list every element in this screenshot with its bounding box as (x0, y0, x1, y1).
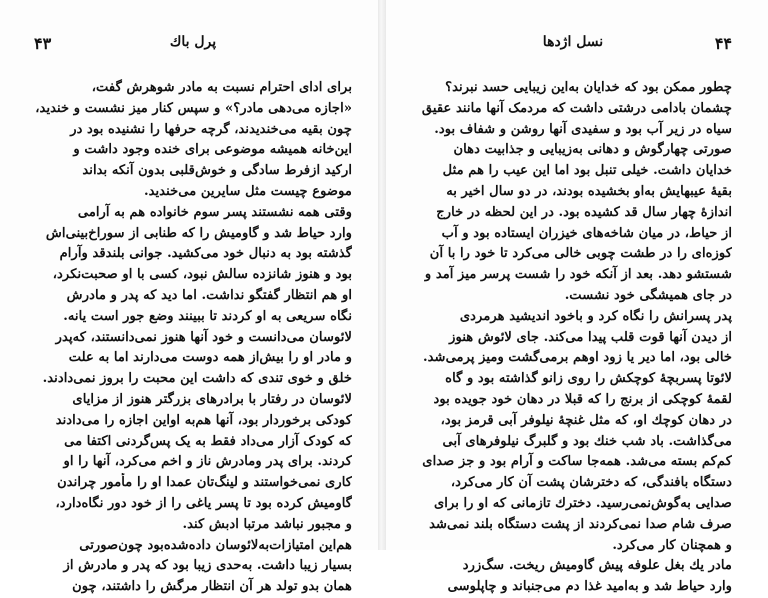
text-line: مادر یك بغل علوفه پیش گاومیش ریخت. سگ‌زرد (462, 558, 732, 574)
text-line: وقتی همه نشستند پسر سوم خانواده هم به آرامی (77, 204, 352, 220)
text-line: وارد حیاط شد و گاومیش را که طنابی از سوراخ‌بینی‌اش (45, 225, 352, 241)
text-line: خلق و خوی تندی که داشت این محبت را بروز نمی‌دادند. (42, 371, 352, 387)
right-page (386, 0, 768, 595)
left-page-number: ۴۳ (34, 34, 52, 53)
text-line: بسیار زیبا داشت. به‌حدی زیبا بود که پدر و مادرش از (63, 558, 352, 574)
text-line: لقمهٔ کوچکی از برنج را که قبلا در دهان خود جویده بود (433, 391, 732, 407)
text-line: لائوتا پسربچهٔ کوچکش را روی زانو گذاشته بود و گاه (445, 371, 732, 387)
text-line: لائوسان می‌دانست و خود آنها هنوز نمی‌دانستند، که‌پدر (55, 329, 352, 345)
text-line: کردند. برای پدر ومادرش ناز و اخم می‌کرد، آنها را او (63, 454, 352, 470)
right-running-title: نسل اژدها (542, 34, 604, 50)
text-line: در دهان کوچك او، که مثل غنچهٔ نیلوفر آبی قرمز بود، (440, 412, 732, 428)
left-page-header (34, 34, 352, 56)
text-line: ارکید ازفرط سادگی و خوش‌قلبی بدون آنکه بداند (82, 163, 352, 179)
text-line: و مجبور نباشد مرتبا ادبش کند. (182, 516, 352, 532)
text-line: اندازهٔ چهار سال قد کشیده بود. در این لحظه در خارج (436, 204, 732, 220)
text-line: نگاه سریعی به او کردند تا ببینند وضع جور است یانه. (63, 308, 352, 324)
right-page-header (414, 34, 732, 56)
text-line: پدر پسرانش را نگاه کرد و باخود اندیشید هرمردی (459, 308, 732, 324)
text-line: این‌خانه همیشه موضوعی برای خنده وجود داشت و (73, 142, 352, 158)
text-line: و مادر او را بیش‌از همه دوست می‌دارند اما به علت (68, 350, 352, 366)
text-line: کم‌کم بسته می‌شد. همه‌جا ساکت و آرام بود و جز صدای (422, 454, 732, 470)
right-page-body (414, 78, 732, 598)
text-line: کودکی برخوردار بود، آنها هم‌به اواین اجازه را می‌دادند (55, 412, 352, 428)
text-line: صدایی به‌گوش‌نمی‌رسید. دخترك تازمانی که او را برای (433, 495, 732, 511)
text-line: دستگاه بافندگی، که دخترشان پشت آن کار می‌کرد، (450, 475, 732, 491)
left-page-body (34, 78, 352, 598)
text-line: برای ادای احترام نسبت به مادر شوهرش گفت، (91, 80, 352, 95)
text-line: لائوسان در رفتار با برادرهای بزرگتر هنوز از مزایای (72, 391, 352, 407)
left-running-title: پرل باك (169, 34, 217, 50)
text-line: چون بقیه می‌خندیدند، گرچه حرفها را نشنیده بود در (70, 121, 352, 137)
text-line: می‌گذاشت. باد شب خنك بود و گلبرگ نیلوفرهای آبی (442, 433, 732, 449)
right-page-number: ۴۴ (714, 34, 732, 53)
text-line: هم‌این امتیازات‌به‌لائوسان داده‌شده‌بود چون‌صورتی (79, 537, 352, 553)
text-line: در جای همیشگی خود نشست. (564, 287, 732, 303)
text-line: گاومیش کرده بود تا پسر یاغی را از خود دور نگاه‌دارد، (55, 495, 352, 511)
text-line: خدایان داشت. خیلی تنبل بود اما این عیب را هم مثل (442, 163, 732, 179)
text-line: وارد حیاط شد و به‌امید غذا دم می‌جنباند و چاپلوسی (447, 579, 732, 595)
text-line: صورتی چهارگوش و دهانی به‌زیبایی و جذابیت دهان (453, 142, 732, 158)
text-line: موضوع چیست مثل سایرین می‌خندید. (143, 183, 352, 199)
text-line: همان بدو تولد هر آن انتظار مرگش را داشتند، چون (72, 579, 352, 595)
text-line: صرف شام صدا نمی‌کردند از پشت دستگاه بلند نمی‌شد (429, 516, 732, 532)
text-line: چشمان بادامی درشتی داشت که مردمک آنها مانند عقیق (421, 100, 732, 116)
text-line: از دیدن آنها قوت قلب پیدا می‌کند. جای لائوش هنوز (449, 329, 732, 345)
text-line: «اجازه می‌دهی مادر؟» و سپس کنار میز نشست و خندید، (35, 100, 352, 116)
text-line: بود و هنوز شانزده سالش نبود، کسی با او صحبت‌نکرد، (52, 267, 352, 283)
text-line: و همچنان کار می‌کرد. (612, 537, 732, 553)
text-line: از حیاط، در میان شاخه‌های خیزران ایستاده بود و آب (441, 225, 732, 241)
text-line: شستشو دهد. بعد از آنکه خود را شست پرسر میز آمد و (424, 267, 732, 283)
text-line: کوزه‌ای را در طشت چوبی خالی می‌کرد تا خود را با آن (429, 246, 732, 262)
left-page (0, 0, 378, 595)
text-line: گذشته بود به دنبال خود می‌کشید. جوانی بلندقد وآرام (59, 246, 352, 262)
book-gutter (378, 0, 386, 550)
text-line: چطور ممکن بود که خدایان به‌این زیبایی حسد نبرند؟ (445, 80, 732, 95)
text-line: او هم انتظار گفتگو نداشت. اما دید که پدر و مادرش (66, 287, 352, 303)
text-line: کاری نمی‌خواستند و لینگ‌تان عمدا او را مأمور چراندن (57, 475, 352, 491)
text-line: خالی بود، اما دیر یا زود اوهم برمی‌گشت ومیز پرمی‌شد. (423, 350, 732, 366)
text-line: بقیهٔ عیبهایش به‌او بخشیده بودند، در دو سال اخیر به (446, 183, 732, 199)
text-line: سیاه در زیر آب بود و سفیدی آنها روشن و شفاف بود. (434, 121, 732, 137)
text-line: که کودک آزار می‌داد فقط به یک پس‌گردنی اکتفا می‌ (64, 433, 352, 449)
